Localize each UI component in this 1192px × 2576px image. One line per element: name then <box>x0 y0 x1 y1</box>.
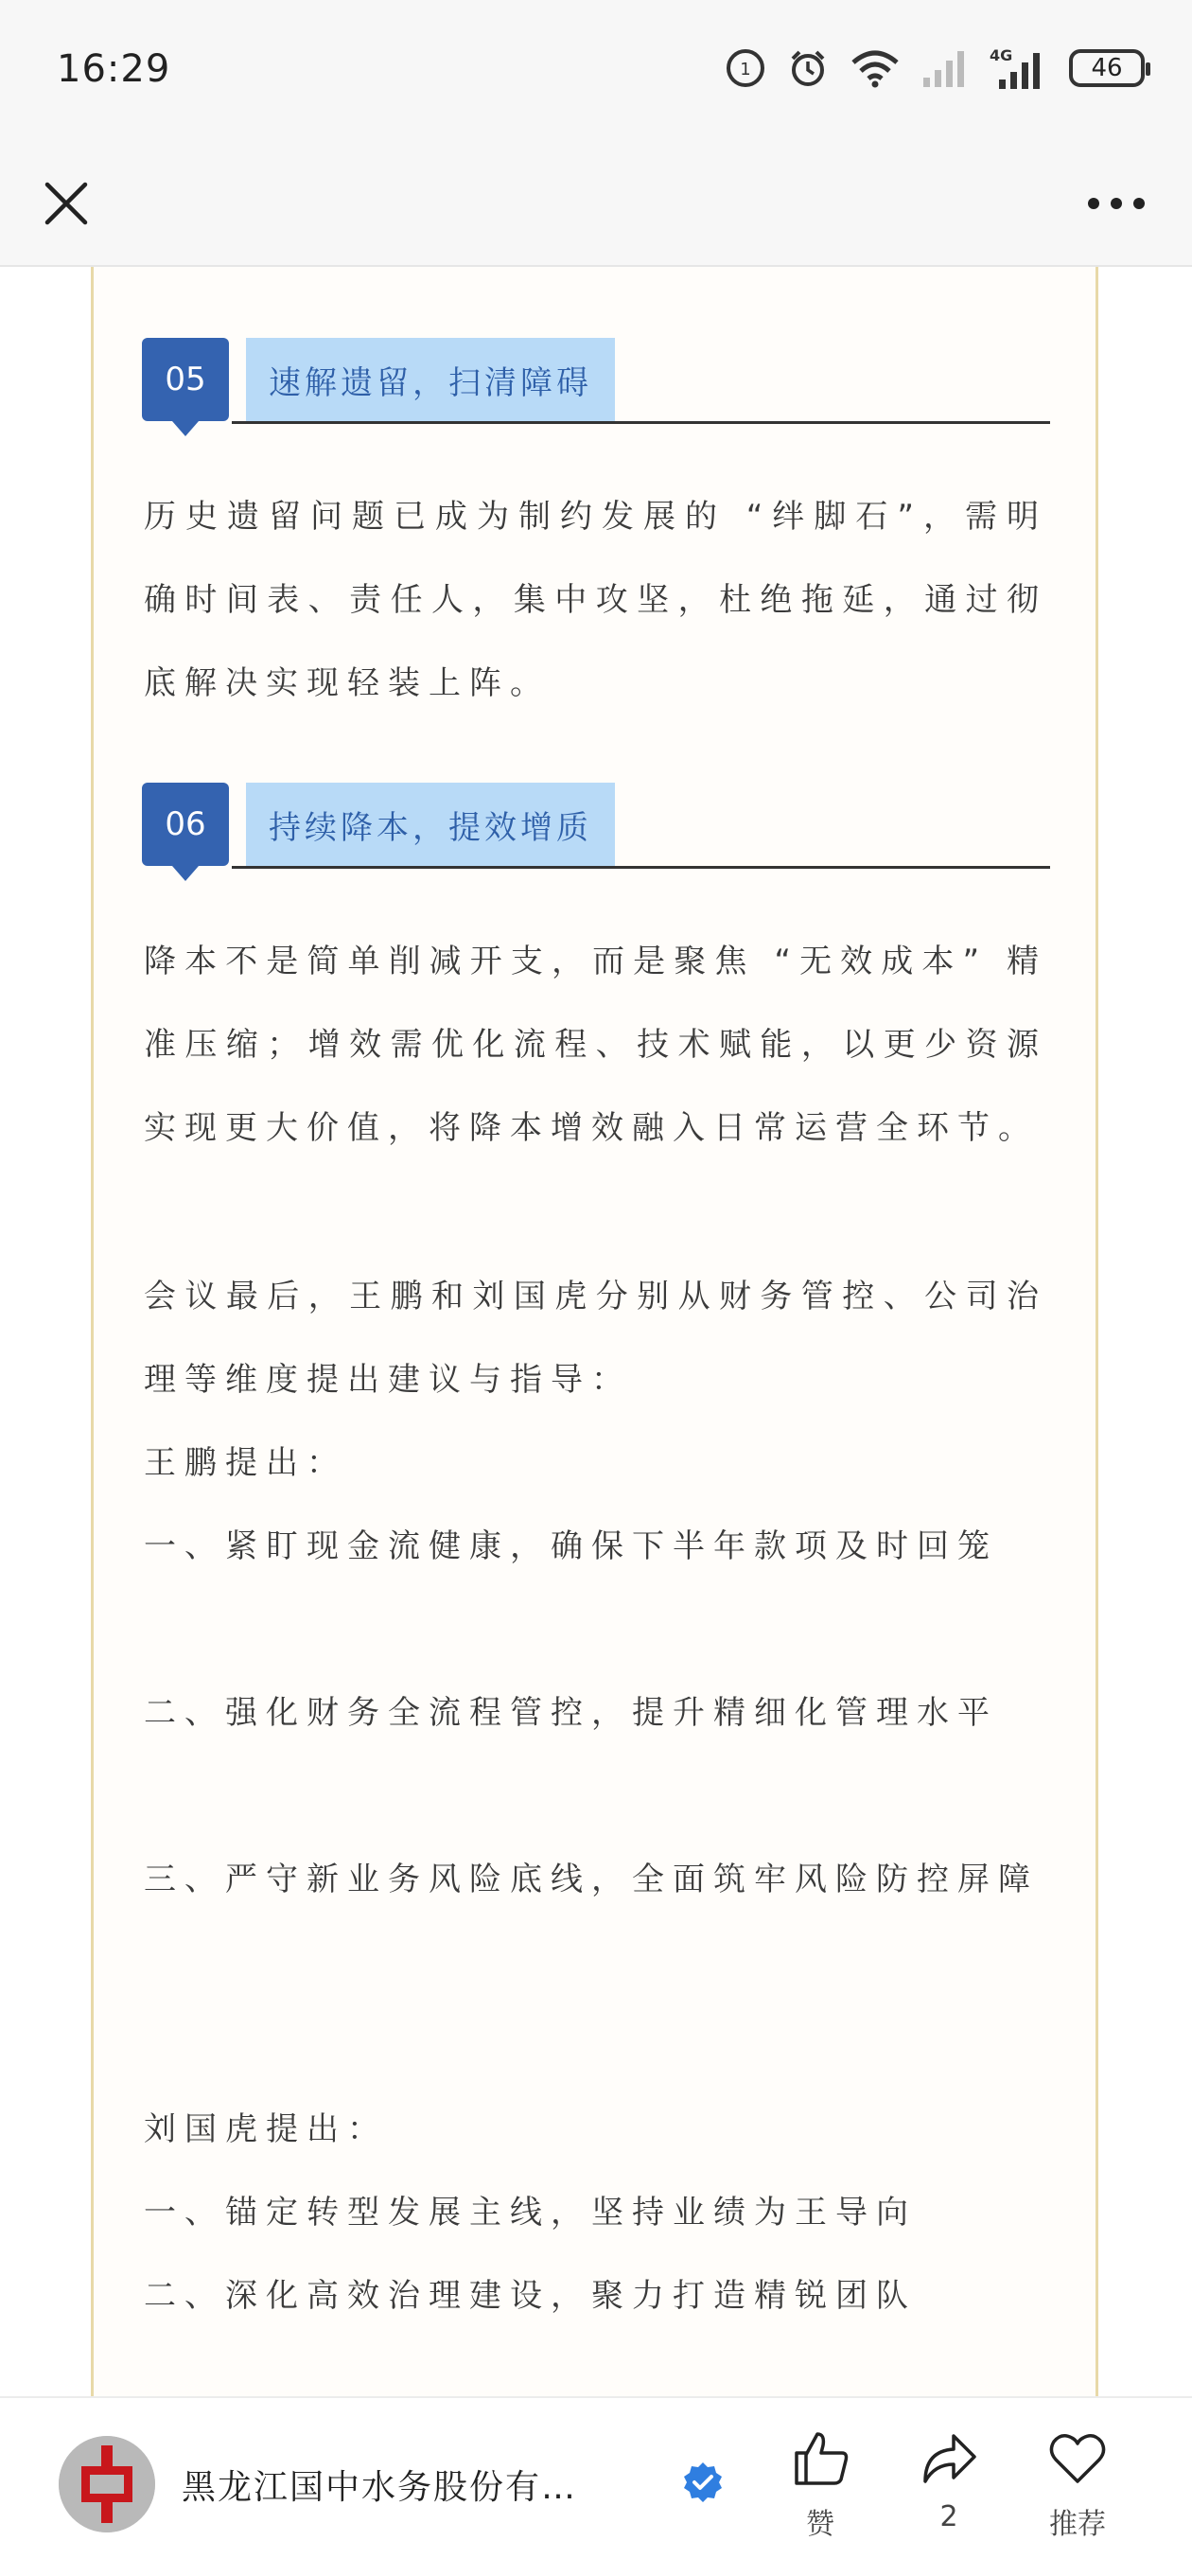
share-button[interactable] <box>897 2426 1001 2550</box>
list-item: 二、强化财务全流程管控，提升精细化管理水平 <box>144 1694 998 1732</box>
right-border-decoration <box>1096 267 1098 2396</box>
alarm-icon <box>787 47 829 89</box>
author-avatar[interactable] <box>59 2436 155 2532</box>
section-underline <box>232 866 1050 869</box>
more-button[interactable] <box>1069 166 1164 241</box>
liu-intro: 刘国虎提出： <box>144 2110 388 2148</box>
signal-icon <box>921 47 969 89</box>
section-number-badge: 05 <box>142 338 229 421</box>
top-bar <box>0 142 1192 267</box>
svg-text:4G: 4G <box>990 46 1013 64</box>
list-item: 二、深化高效治理建设，聚力打造精锐团队 <box>144 2277 917 2315</box>
4g-signal-icon <box>990 45 1048 91</box>
recommend-label: 推荐 <box>1049 2508 1106 2541</box>
section-title: 持续降本，提效增质 <box>246 783 615 866</box>
section-header-06 <box>142 783 1050 887</box>
close-icon <box>43 180 90 227</box>
section-underline <box>232 421 1050 424</box>
status-icons <box>725 42 1145 95</box>
list-item: 一、锚定转型发展主线，坚持业绩为王导向 <box>144 2194 917 2232</box>
verified-badge-icon <box>681 2461 725 2504</box>
svg-text:1: 1 <box>740 60 751 79</box>
hd-icon <box>725 47 766 89</box>
section-body: 降本不是简单削减开支，而是聚焦 “无效成本” 精准压缩；增效需优化流程、技术赋能，以更少资源实现更大价值，将降本增效融入日常运营全环节。 <box>144 943 1047 1147</box>
section-body: 历史遗留问题已成为制约发展的 “绊脚石”，需明确时间表、责任人，集中攻坚，杜绝拖延，通过彻底解决实现轻装上阵。 <box>144 498 1047 702</box>
like-button[interactable] <box>768 2426 872 2550</box>
like-label: 赞 <box>806 2508 834 2541</box>
wang-intro: 王鹏提出： <box>144 1444 347 1482</box>
status-bar <box>0 0 1192 142</box>
wifi-icon <box>850 47 901 89</box>
left-border-decoration <box>91 267 94 2396</box>
article-content[interactable] <box>0 267 1192 2396</box>
share-count: 2 <box>939 2500 958 2533</box>
section-title: 速解遗留，扫清障碍 <box>246 338 615 421</box>
list-item: 一、紧盯现金流健康，确保下半年款项及时回笼 <box>144 1527 998 1565</box>
battery-level: 46 <box>1091 54 1123 82</box>
section-header-05 <box>142 338 1050 442</box>
bottom-bar <box>0 2396 1192 2576</box>
author-name[interactable]: 黑龙江国中水务股份有… <box>182 2468 578 2507</box>
thumbs-up-icon <box>789 2426 851 2489</box>
share-icon <box>918 2426 980 2489</box>
company-logo-icon <box>59 2436 155 2532</box>
heart-icon <box>1046 2426 1109 2489</box>
section-number-badge: 06 <box>142 783 229 866</box>
recommend-button[interactable] <box>1025 2426 1130 2550</box>
battery-icon <box>1069 49 1145 87</box>
list-item: 三、严守新业务风险底线，全面筑牢风险防控屏障 <box>144 1861 1039 1898</box>
closing-paragraph: 会议最后，王鹏和刘国虎分别从财务管控、公司治理等维度提出建议与指导： <box>144 1278 1047 1399</box>
status-time: 16:29 <box>57 47 171 91</box>
close-button[interactable] <box>28 166 104 241</box>
more-icon <box>1086 196 1147 211</box>
